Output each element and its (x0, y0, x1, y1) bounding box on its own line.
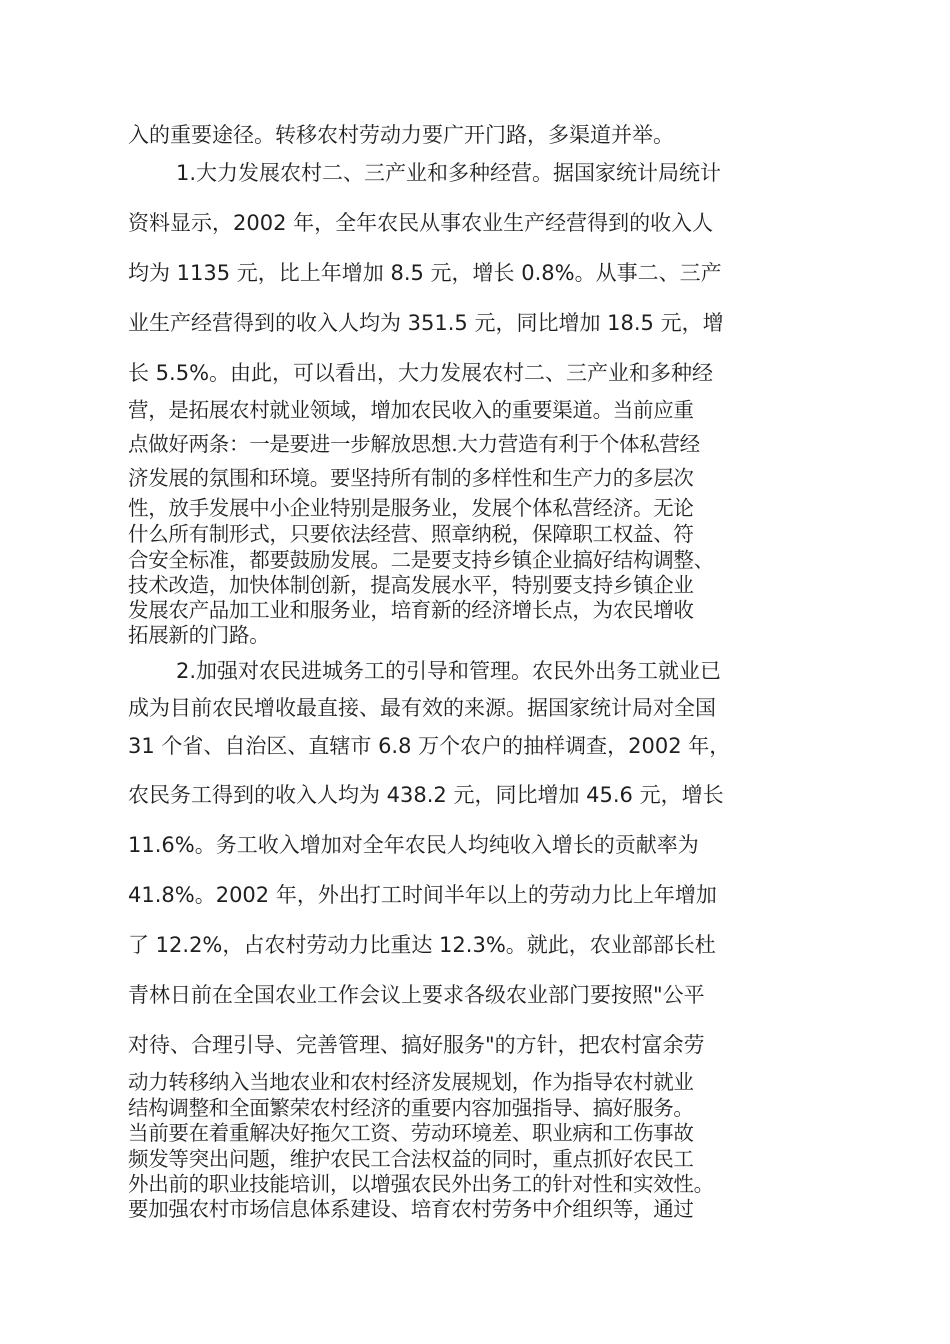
text-line: 动力转移纳入当地农业和农村经济发展规划，作为指导农村就业 (128, 1070, 694, 1094)
text-line: 营，是拓展农村就业领域，增加农民收入的重要渠道。当前应重 (128, 398, 694, 422)
text-line: 业生产经营得到的收入人均为 351.5 元，同比增加 18.5 元，增 (128, 311, 724, 335)
text-line: 了 12.2%，占农村劳动力比重达 12.3%。就此，农业部部长杜 (128, 933, 716, 957)
text-line: 发展农产品加工业和服务业，培育新的经济增长点，为农民增收 (128, 598, 694, 622)
text-line: 入的重要途径。转移农村劳动力要广开门路，多渠道并举。 (128, 123, 674, 147)
text-line: 外出前的职业技能培训，以增强农民外出务工的针对性和实效性。 (128, 1172, 714, 1196)
text-line: 结构调整和全面繁荣农村经济的重要内容加强指导、搞好服务。 (128, 1096, 694, 1120)
text-line: 频发等突出问题，维护农民工合法权益的同时，重点抓好农民工 (128, 1147, 694, 1171)
text-line: 11.6%。务工收入增加对全年农民人均纯收入增长的贡献率为 (128, 833, 699, 857)
text-line: 1.大力发展农村二、三产业和多种经营。据国家统计局统计 (176, 161, 722, 185)
text-line: 均为 1135 元，比上年增加 8.5 元，增长 0.8%。从事二、三产 (128, 261, 722, 285)
text-line: 济发展的氛围和环境。要坚持所有制的多样性和生产力的多层次 (128, 466, 694, 490)
text-line: 资料显示，2002 年，全年农民从事农业生产经营得到的收入人 (128, 211, 714, 235)
text-line: 成为目前农民增收最直接、最有效的来源。据国家统计局对全国 (128, 696, 716, 720)
text-line: 41.8%。2002 年，外出打工时间半年以上的劳动力比上年增加 (128, 883, 717, 907)
text-line: 2.加强对农民进城务工的引导和管理。农民外出务工就业已 (176, 659, 722, 683)
text-line: 长 5.5%。由此，可以看出，大力发展农村二、三产业和多种经 (128, 361, 714, 385)
text-line: 性，放手发展中小企业特别是服务业，发展个体私营经济。无论 (128, 496, 694, 520)
text-line: 31 个省、自治区、直辖市 6.8 万个农户的抽样调查，2002 年， (128, 734, 731, 758)
text-line: 当前要在着重解决好拖欠工资、劳动环境差、职业病和工伤事故 (128, 1121, 694, 1145)
text-line: 青林日前在全国农业工作会议上要求各级农业部门要按照"公平 (128, 983, 705, 1007)
text-line: 什么所有制形式，只要依法经营、照章纳税，保障职工权益、符 (128, 522, 694, 546)
text-line: 农民务工得到的收入人均为 438.2 元，同比增加 45.6 元，增长 (128, 783, 724, 807)
text-line: 技术改造，加快体制创新，提高发展水平，特别要支持乡镇企业 (128, 573, 694, 597)
text-line: 要加强农村市场信息体系建设、培育农村劳务中介组织等，通过 (128, 1197, 694, 1221)
text-line: 点做好两条：一是要进一步解放思想.大力营造有利于个体私营经 (128, 432, 700, 456)
text-line: 对待、合理引导、完善管理、搞好服务"的方针，把农村富余劳 (128, 1033, 705, 1057)
text-line: 合安全标准，都要鼓励发展。二是要支持乡镇企业搞好结构调整、 (128, 548, 714, 572)
text-line: 拓展新的门路。 (128, 623, 270, 647)
